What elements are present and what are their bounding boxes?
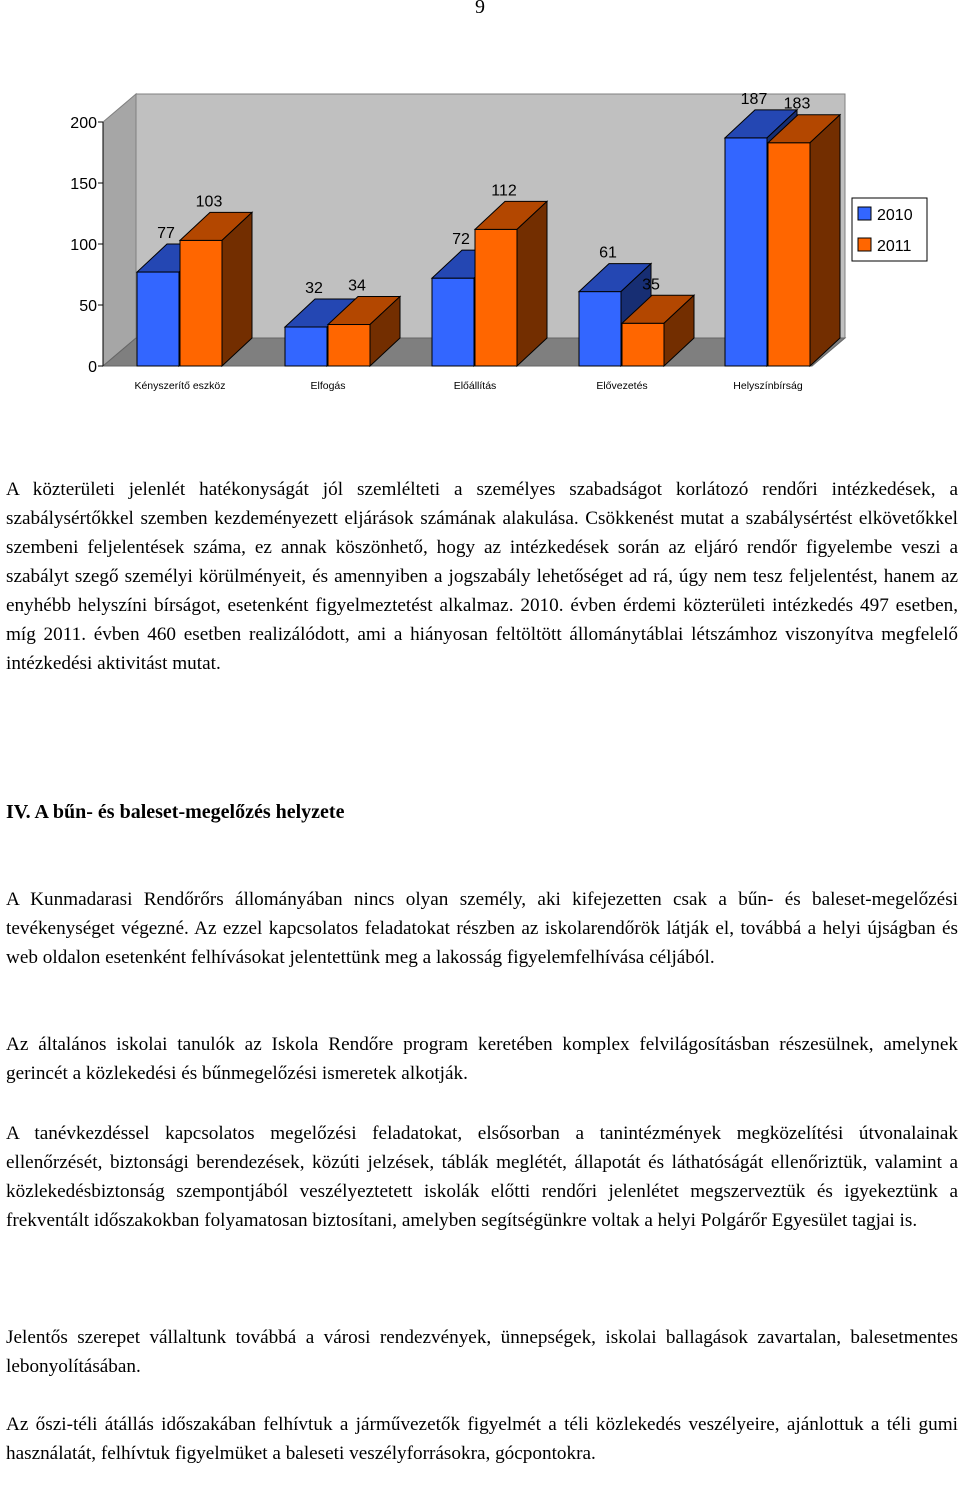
paragraph-winter: Az őszi-téli átállás időszakában felhívtuk a járművezetők figyelmét a téli közlekedés veszélyeire, ajánlottuk a téli gumi használatát, felhívtuk figyelmüket a baleseti veszélyforrásokra, gócpontokra. [6,1414,958,1464]
x-tick-label: Elfogás [310,380,346,392]
bar-front [768,143,810,366]
legend-swatch [858,238,871,251]
y-tick-label: 0 [88,359,97,376]
paragraph-school-program: Az általános iskolai tanulók az Iskola Rendőre program keretében komplex felvilágosításban részesülnek, amelynek gerincét a közlekedési és bűnmegelőzési ismeretek alkotják. [6,1034,958,1084]
x-tick-label: Elővezetés [596,380,648,392]
data-label: 72 [452,231,470,249]
paragraph-events: Jelentős szerepet vállaltunk továbbá a városi rendezvények, ünnepségek, iskolai ballagások zavartalan, balesetmentes lebonyolításában. [6,1327,958,1377]
data-label: 112 [491,182,517,200]
legend-label: 2010 [877,207,913,224]
data-label: 61 [599,244,617,262]
data-label: 32 [305,279,323,297]
bar-front [725,138,767,366]
bar-chart [0,68,960,398]
legend-label: 2011 [877,238,912,255]
x-tick-label: Előállítás [453,380,497,392]
bar-front [432,278,474,366]
bar-front [180,240,222,366]
paragraph-school-year: A tanévkezdéssel kapcsolatos megelőzési feladatokat, elsősorban a tanintézmények megközelítési útvonalainak ellenőrzését, biztonsági berendezések, közúti jelzések, táblák meglétét, állapotát és láthatóságát ellenőriztük, valamint a közlekedésbiztonság szempontjából veszélyeztetett iskolák előtti rendőri jelenlétet megszerveztük és igyekeztünk a frekventált időszakokban folyamatosan biztosítani, amelyben segítségünkre voltak a helyi Polgárőr Egyesület tagjai is. [6,1123,958,1231]
y-tick-label: 200 [70,115,97,132]
data-label: 77 [157,225,175,243]
chart-side-wall [103,94,136,366]
paragraph-intro: A közterületi jelenlét hatékonyságát jól szemlélteti a személyes szabadságot korlátozó rendőri intézkedések, a szabálysértőkkel szemben kezdeményezett eljárások számának alakulása. Csökkenést mutat a szabálysértést elkövetőkkel szembeni feljelentések száma, ez annak köszönhető, hogy az intézkedések során az eljáró rendőr figyelembe veszi a szabályt szegő személyi körülményeit, és amennyiben a jogszabály lehetőséget ad rá, úgy nem tesz feljelentést, hanem az enyhébb helyszíni bírságot, esetenként figyelmeztetést alkalmaz. 2010. évben érdemi közterületi intézkedés 497 esetben, míg 2011. évben 460 esetben realizálódott, ami a hiányosan feltöltött állománytáblai létszámhoz viszonyítva megfelelő intézkedési aktivitást mutat. [6,479,958,674]
x-tick-label: Helyszínbírság [733,380,803,392]
bar-front [328,325,370,366]
data-label: 187 [740,90,768,108]
section-heading: IV. A bűn- és baleset-megelőzés helyzete [6,801,345,823]
bar-front [579,292,621,366]
y-tick-label: 150 [70,176,97,193]
bar-front [622,323,664,366]
data-label: 103 [195,193,223,211]
legend-swatch [858,207,871,220]
y-tick-label: 100 [70,237,97,254]
bar-side [810,115,840,366]
bar-front [475,229,517,366]
data-label: 183 [783,95,811,113]
y-tick-label: 50 [79,298,97,315]
bar-front [137,272,179,366]
x-tick-label: Kényszerítő eszköz [134,380,226,392]
data-label: 34 [348,277,366,295]
page-number: 9 [475,0,485,18]
bar-front [285,327,327,366]
paragraph-staffing: A Kunmadarasi Rendőrőrs állományában nincs olyan személy, aki kifejezetten csak a bűn- és baleset-megelőzési tevékenységet végezné. Az ezzel kapcsolatos feladatokat részben az iskolarendőrök látják el, továbbá a helyi újságban és web oldalon esetenként felhívásokat jelentettünk meg a lakosság figyelemfelhívása céljából. [6,889,958,968]
data-label: 35 [642,276,660,294]
bar-side [517,201,547,366]
